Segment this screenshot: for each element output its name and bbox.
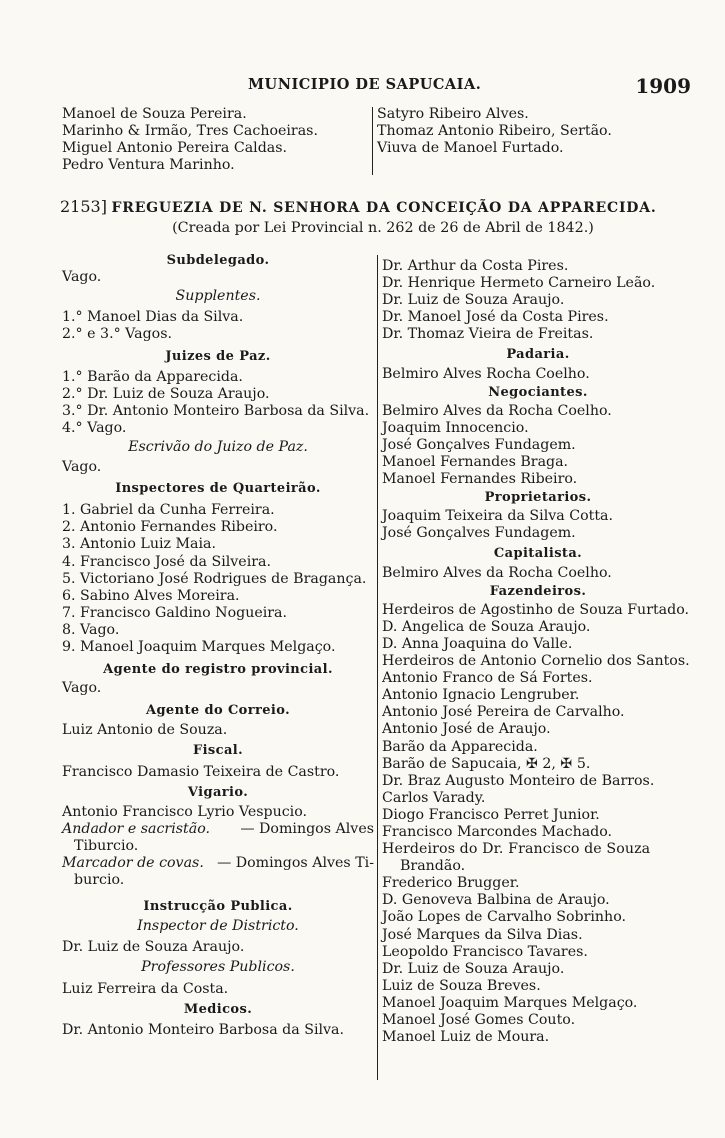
list-item: Antonio José de Araujo. (382, 721, 551, 738)
list-item: Dr. Luiz de Souza Araujo. (382, 292, 565, 309)
list-item: 1. Gabriel da Cunha Ferreira. (62, 502, 275, 519)
list-item: Manoel José Gomes Couto. (382, 1012, 576, 1029)
entry: Antonio Francisco Lyrio Vespucio. (62, 803, 308, 820)
entry-marcador (62, 855, 374, 872)
entry: Barão de Sapucaia, ✠ 2, ✠ 5. (382, 755, 591, 772)
section-heading: Vigario. (187, 784, 249, 800)
section-heading: Agente do registro provincial. (103, 662, 333, 678)
list-item: D. Angelica de Souza Araujo. (382, 618, 591, 635)
list-item: D. Anna Joaquina do Valle. (382, 635, 573, 652)
column-rule-top (372, 107, 373, 175)
list-item: 7. Francisco Galdino Nogueira. (62, 604, 288, 621)
negociantes-list (382, 403, 694, 488)
list-item: José Gonçalves Fundagem. (382, 525, 576, 542)
list-item: Manoel de Souza Pereira. (62, 106, 247, 122)
freguezia-heading (60, 196, 696, 238)
list-item: José Marques da Silva Dias. (382, 926, 583, 943)
section-subheading: Supplentes. (175, 288, 261, 305)
list-item: Viuva de Manoel Furtado. (377, 140, 564, 157)
entry-cont: Brandão. (400, 858, 466, 875)
list-item: 4.° Vago. (62, 419, 127, 436)
entry: Vago. (62, 269, 102, 286)
list-item: Manoel Fernandes Braga. (382, 454, 569, 471)
column-rule (377, 255, 378, 1080)
list-item: Diogo Francisco Perret Junior. (382, 806, 600, 823)
capitalista-list (382, 565, 694, 582)
list-item: Belmiro Alves da Rocha Coelho. (382, 402, 612, 419)
left-column (62, 252, 374, 1039)
entry-number: 2153] (60, 197, 107, 216)
role-label: Andador e sacristão. (62, 820, 210, 837)
section-heading: Negociantes. (488, 384, 588, 400)
list-item: Miguel Antonio Pereira Caldas. (62, 140, 288, 157)
section-heading: Fiscal. (192, 743, 244, 759)
entry: Herdeiros do Dr. Francisco de Souza (382, 841, 651, 858)
list-item: 1.° Manoel Dias da Silva. (62, 309, 244, 326)
list-item: Dr. Thomaz Vieira de Freitas. (382, 326, 594, 343)
juizes-list (62, 369, 374, 437)
list-item: Belmiro Alves Rocha Coelho. (382, 365, 590, 382)
list-item: Joaquim Innocencio. (382, 419, 529, 436)
entry: Dr. Luiz de Souza Araujo. (62, 939, 245, 956)
list-item: Dr. Arthur da Costa Pires. (382, 258, 569, 274)
list-item: 5. Victoriano José Rodrigues de Bragança. (62, 570, 367, 587)
page-number: 1909 (635, 74, 691, 98)
entry: Francisco Damasio Teixeira de Castro. (62, 763, 340, 780)
list-item: Manoel Joaquim Marques Melgaço. (382, 994, 638, 1011)
list-item: Pedro Ventura Marinho. (62, 157, 235, 174)
list-item: Antonio Ignacio Lengruber. (382, 687, 580, 704)
section-subheading: Inspector de Districto. (137, 918, 299, 935)
section-heading: Fazendeiros. (489, 583, 587, 599)
list-item: Frederico Brugger. (382, 875, 520, 892)
list-item: 3. Antonio Luiz Maia. (62, 536, 216, 553)
role-label: Marcador de covas. (62, 855, 204, 871)
list-item: José Gonçalves Fundagem. (382, 436, 576, 453)
entry-name: — Domingos Alves Ti- (217, 855, 374, 871)
list-item: Leopoldo Francisco Tavares. (382, 943, 588, 960)
entry: Luiz Antonio de Souza. (62, 722, 228, 739)
freguezia-subtitle: (Creada por Lei Provincial n. 262 de 26 de Abril de 1842.) (172, 220, 594, 236)
entry-name: — Domingos Alves (240, 820, 374, 837)
list-item: Dr. Henrique Hermeto Carneiro Leão. (382, 275, 656, 292)
section-heading: Agente do Correio. (145, 703, 291, 719)
section-subheading: Escrivão do Juizo de Paz. (128, 438, 308, 455)
list-item: 2.° Dr. Luiz de Souza Araujo. (62, 385, 270, 402)
supplentes-list (62, 309, 374, 343)
list-item: Luiz de Souza Breves. (382, 977, 541, 994)
fazendeiros-list-c (382, 875, 694, 1046)
inspectores-list (62, 502, 374, 656)
list-item: 8. Vago. (62, 621, 120, 638)
list-item: Belmiro Alves da Rocha Coelho. (382, 564, 612, 581)
list-item: 6. Sabino Alves Moreira. (62, 587, 240, 604)
top-right-list (377, 106, 677, 157)
list-item: Dr. Braz Augusto Monteiro de Barros. (382, 772, 655, 789)
section-heading: Inspectores de Quarteirão. (115, 481, 321, 497)
list-item: Joaquim Teixeira da Silva Cotta. (382, 508, 613, 525)
list-item: Barão da Apparecida. (382, 738, 538, 755)
section-heading: Padaria. (506, 347, 570, 363)
fazendeiros-list-b (382, 773, 694, 841)
proprietarios-list (382, 508, 694, 542)
list-item: Dr. Luiz de Souza Araujo. (382, 960, 565, 977)
medicos-cont-list (382, 258, 694, 343)
section-heading: Proprietarios. (484, 490, 592, 506)
list-item: 9. Manoel Joaquim Marques Melgaço. (62, 638, 336, 655)
section-subheading: Professores Publicos. (141, 959, 295, 976)
page-title: MUNICIPIO DE SAPUCAIA. (248, 76, 482, 93)
entry: Vago. (62, 459, 102, 476)
section-heading: Subdelegado. (166, 253, 270, 268)
list-item: Marinho & Irmão, Tres Cachoeiras. (62, 123, 318, 140)
list-item: 4. Francisco José da Silveira. (62, 553, 271, 570)
section-heading: Capitalista. (493, 545, 583, 561)
section-heading: Medicos. (183, 1001, 253, 1017)
list-item: Manoel Luiz de Moura. (382, 1029, 550, 1046)
section-heading: Instrucção Publica. (143, 899, 293, 915)
list-item: 2. Antonio Fernandes Ribeiro. (62, 519, 278, 536)
list-item: Herdeiros de Agostinho de Souza Furtado. (382, 601, 690, 618)
entry: Dr. Antonio Monteiro Barbosa da Silva. (62, 1021, 345, 1038)
entry-andador (62, 821, 374, 838)
list-item: 1.° Barão da Apparecida. (62, 368, 243, 385)
entry: Vago. (62, 680, 102, 697)
page-header (0, 74, 725, 100)
list-item: Satyro Ribeiro Alves. (377, 106, 529, 122)
entry-cont: Tiburcio. (74, 837, 139, 854)
list-item: Dr. Manoel José da Costa Pires. (382, 309, 609, 326)
right-column (382, 258, 694, 1046)
list-item: Francisco Marcondes Machado. (382, 824, 613, 840)
list-item: D. Genoveva Balbina de Araujo. (382, 892, 610, 909)
top-left-list (62, 106, 362, 174)
list-item: João Lopes de Carvalho Sobrinho. (382, 909, 626, 926)
list-item: Carlos Varady. (382, 789, 486, 806)
list-item: 3.° Dr. Antonio Monteiro Barbosa da Silva. (62, 402, 370, 419)
list-item: Manoel Fernandes Ribeiro. (382, 471, 578, 488)
freguezia-title: FREGUEZIA DE N. SENHORA DA CONCEIÇÃO DA APPARECIDA. (111, 200, 657, 216)
fazendeiros-list (382, 602, 694, 756)
list-item: Antonio José Pereira de Carvalho. (382, 704, 625, 721)
section-heading: Juizes de Paz. (165, 349, 271, 365)
list-item: Thomaz Antonio Ribeiro, Sertão. (377, 123, 612, 140)
list-item: Herdeiros de Antonio Cornelio dos Santos. (382, 653, 690, 670)
padaria-list (382, 366, 694, 383)
list-item: 2.° e 3.° Vagos. (62, 326, 173, 343)
entry-cont: burcio. (74, 872, 125, 889)
entry: Luiz Ferreira da Costa. (62, 980, 229, 997)
list-item: Antonio Franco de Sá Fortes. (382, 670, 593, 687)
